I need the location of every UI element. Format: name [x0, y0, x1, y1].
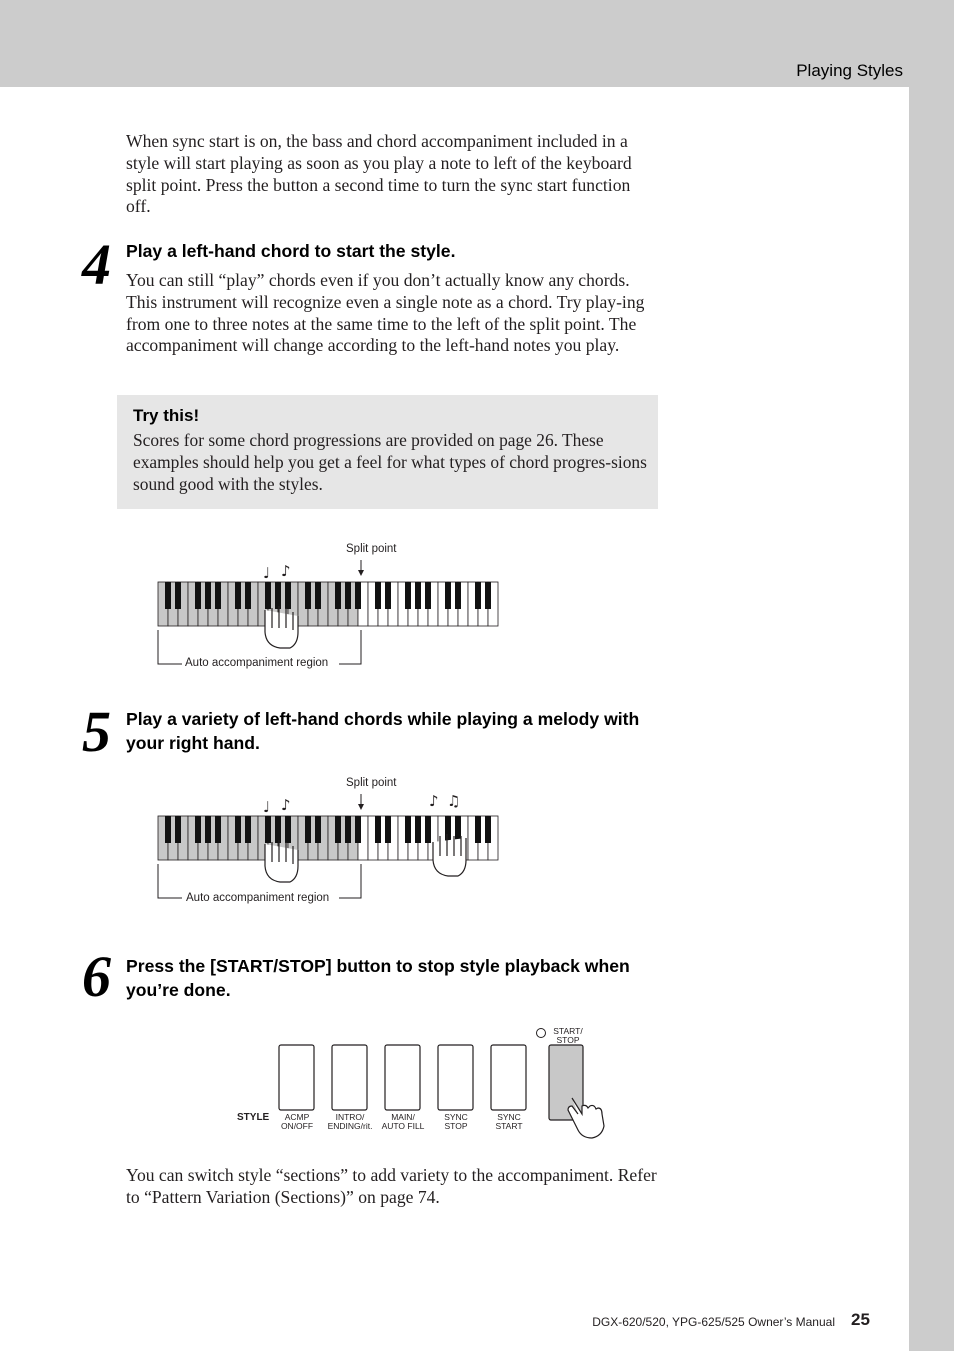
section-title: Playing Styles [796, 61, 903, 80]
split-arrow-head [358, 570, 364, 576]
footer-manual-title: DGX-620/520, YPG-625/525 Owner’s Manual [592, 1315, 835, 1329]
black-key [375, 582, 381, 609]
black-key [415, 582, 421, 609]
try-this-title: Try this! [133, 406, 200, 425]
black-key [455, 582, 461, 609]
eighth-note-icon: ♪ [281, 796, 291, 814]
black-key [475, 582, 481, 609]
black-key [475, 816, 481, 843]
black-key [345, 816, 351, 843]
black-key [355, 582, 361, 609]
split-point-label: Split point [346, 543, 397, 555]
try-this-body: Scores for some chord progressions are provided on page 26. These examples should help you get a feel for what types of chord progres-sions sound good with the styles. [133, 430, 647, 494]
black-key [245, 816, 251, 843]
black-key [275, 582, 281, 609]
region-bracket-left [158, 630, 182, 664]
keyboard-diagram-left-hand [150, 540, 510, 680]
black-key [405, 816, 411, 843]
intro-paragraph: When sync start is on, the bass and chord accompaniment included in a style will start playing as soon as you play a note to left of the keyboard split point. Press the button a second time to turn the sync start function off. [126, 131, 632, 217]
quarter-note-icon: ♩ [263, 564, 271, 582]
black-key [205, 582, 211, 609]
auto-accompaniment-label: Auto accompaniment region [186, 892, 330, 904]
step-5-number: 5 [82, 699, 111, 764]
eighth-note-icon: ♪ [429, 792, 439, 810]
black-key [175, 816, 181, 843]
style-group-label: STYLE [237, 1112, 270, 1123]
black-key [445, 816, 451, 843]
black-key [315, 816, 321, 843]
main-auto-fill-label: MAIN/ AUTO FILL [381, 1112, 425, 1131]
black-key [385, 582, 391, 609]
acmp-on-off-button[interactable] [279, 1045, 314, 1110]
sync-stop-label: SYNC STOP [444, 1112, 468, 1131]
black-key [235, 582, 241, 609]
sync-start-button[interactable] [491, 1045, 526, 1110]
black-key [315, 582, 321, 609]
black-key [265, 582, 271, 609]
region-bracket-left [158, 864, 182, 898]
step-6-heading: Press the [START/STOP] button to stop style playback when you’re done. [126, 956, 630, 1000]
keyboard [158, 582, 498, 626]
black-key [485, 582, 491, 609]
black-key [425, 816, 431, 843]
black-key [305, 582, 311, 609]
acmp-on-off-label: ACMP ON/OFF [280, 1112, 314, 1131]
region-bracket-right [339, 864, 361, 898]
step-4-number: 4 [82, 232, 111, 297]
step-6-number: 6 [82, 944, 111, 1009]
black-key [165, 816, 171, 843]
black-key [375, 816, 381, 843]
split-arrow-head [358, 804, 364, 810]
main-auto-fill-button[interactable] [385, 1045, 420, 1110]
side-band [909, 87, 954, 1351]
black-key [195, 582, 201, 609]
black-key [425, 582, 431, 609]
black-key [405, 582, 411, 609]
sync-start-label: SYNC START [495, 1112, 523, 1131]
start-stop-lamp [537, 1029, 546, 1038]
beamed-notes-icon: ♫ [447, 792, 461, 810]
style-button-panel [232, 1020, 612, 1145]
start-stop-label: START/ STOP [553, 1026, 583, 1045]
auto-accompaniment-label: Auto accompaniment region [185, 657, 329, 669]
intro-ending-label: INTRO/ ENDING/rit. [327, 1112, 373, 1131]
black-key [355, 816, 361, 843]
black-key [265, 816, 271, 843]
black-key [235, 816, 241, 843]
step-4-body: You can still “play” chords even if you don’t actually know any chords. This instrument will recognize even a single note as a chord. Try play-ing from one to three notes at the same time to the left of the split point. The accompaniment will change according to the left-hand notes you play. [126, 270, 645, 356]
black-key [415, 816, 421, 843]
black-key [445, 582, 451, 609]
step-4-heading: Play a left-hand chord to start the style. [126, 241, 456, 261]
black-key [385, 816, 391, 843]
step-5-heading: Play a variety of left-hand chords while playing a melody with your right hand. [126, 709, 640, 753]
sync-stop-button[interactable] [438, 1045, 473, 1110]
try-this-box [117, 395, 658, 509]
quarter-note-icon: ♩ [263, 798, 271, 816]
black-key [305, 816, 311, 843]
black-key [285, 582, 291, 609]
black-key [335, 582, 341, 609]
black-key [335, 816, 341, 843]
page-number: 25 [851, 1310, 870, 1329]
black-key [195, 816, 201, 843]
black-key [205, 816, 211, 843]
closing-paragraph: You can switch style “sections” to add variety to the accompaniment. Refer to “Pattern Variation (Sections)” on page 74. [126, 1165, 657, 1207]
black-key [275, 816, 281, 843]
black-key [215, 582, 221, 609]
eighth-note-icon: ♪ [281, 562, 291, 580]
black-key [285, 816, 291, 843]
black-key [215, 816, 221, 843]
black-key [485, 816, 491, 843]
intro-ending-button[interactable] [332, 1045, 367, 1110]
split-point-label: Split point [346, 777, 397, 789]
black-key [345, 582, 351, 609]
black-key [165, 582, 171, 609]
black-key [175, 582, 181, 609]
keyboard-diagram-both-hands [150, 774, 510, 914]
black-key [245, 582, 251, 609]
region-bracket-right [339, 630, 361, 664]
